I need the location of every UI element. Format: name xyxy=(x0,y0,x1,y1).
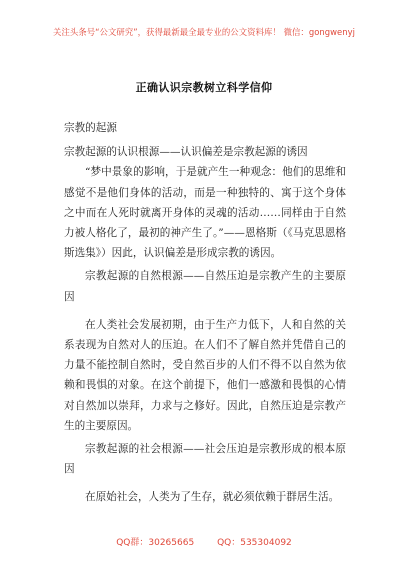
footer-contact-info: QQ群：30265665 QQ：535304092 xyxy=(116,538,292,548)
subsection-heading-natural: 宗教起源的自然根源——自然压迫是宗教产生的主要原因 xyxy=(64,270,346,303)
header-promo-note: 关注头条号“公文研究”，获得最新最全最专业的公文资料库！ 微信：gongwenyj xyxy=(53,27,355,37)
subsection-heading-social: 宗教起源的社会根源——社会压迫是宗教形成的根本原因 xyxy=(64,443,346,476)
primitive-society-paragraph: 在原始社会，人类为了生存，就必须依赖于群居生活。 xyxy=(85,491,340,504)
natural-oppression-paragraph: 在人类社会发展初期，由于生产力低下，人和自然的关系表现为自然对人的压迫。在人们不了解自然并凭借自己的力量不能控制自然时，受自然百步的人们不得不以自然为依赖和畏惧的对象。在这个前提下，他们一感激和畏惧的心情对自然加以崇拜，力求与之修好。因此，自然压迫是宗教产生的主要原因。 xyxy=(64,318,346,432)
engels-quote-paragraph: “梦中景象的影响，于是就产生一种观念：他们的思维和感觉不是他们身体的活动，而是一种独特的、寓于这个身体之中而在人死时就离开身体的灵魂的活动……同样由于自然力被人格化了，最初的神产生了。”——恩格斯（《马克思恩格斯选集》）因此，认识偏差是形成宗教的诱因。 xyxy=(64,166,346,260)
section-heading: 宗教的起源 xyxy=(64,122,117,134)
document-body xyxy=(64,118,346,508)
subsection-heading-cognitive: 宗教起源的认识根源——认识偏差是宗教起源的诱因 xyxy=(64,146,308,159)
document-title: 正确认识宗教树立科学信仰 xyxy=(135,81,273,94)
